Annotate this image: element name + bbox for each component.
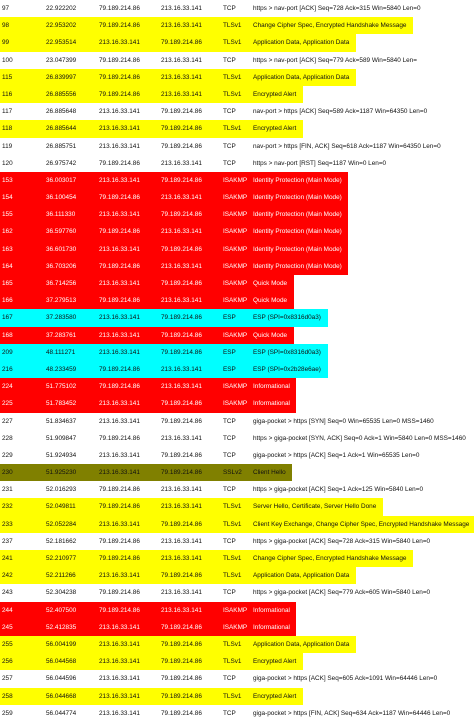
- packet-destination: 213.16.33.141: [161, 56, 202, 64]
- packet-info: Application Data, Application Data: [251, 567, 356, 584]
- packet-row[interactable]: [0, 533, 474, 550]
- packet-row[interactable]: [0, 688, 474, 705]
- packet-protocol: ISAKMP: [221, 327, 251, 344]
- packet-destination: 79.189.214.86: [159, 395, 221, 412]
- packet-destination: 213.16.33.141: [161, 589, 202, 597]
- packet-source: 79.189.214.86: [97, 17, 159, 34]
- packet-number: 229: [2, 451, 13, 459]
- packet-time: 26.885751: [46, 142, 77, 150]
- packet-row[interactable]: [0, 52, 474, 69]
- packet-time: 52.181662: [46, 537, 77, 545]
- packet-number: 167: [0, 309, 44, 326]
- packet-time: 52.016293: [46, 486, 77, 494]
- packet-info: Identity Protection (Main Mode): [251, 189, 348, 206]
- packet-number: 258: [0, 688, 44, 705]
- packet-destination: 213.16.33.141: [159, 86, 221, 103]
- packet-destination: 79.189.214.86: [159, 653, 221, 670]
- packet-info: Client Key Exchange, Change Cipher Spec, Encrypted Handshake Message: [251, 516, 474, 533]
- packet-protocol: TLSv1: [221, 86, 251, 103]
- packet-destination: 79.189.214.86: [159, 688, 221, 705]
- packet-destination: 213.16.33.141: [159, 602, 221, 619]
- packet-source: 213.16.33.141: [97, 653, 159, 670]
- packet-time: 36.714256: [44, 275, 97, 292]
- packet-time: 36.111330: [44, 206, 97, 223]
- packet-destination: 79.189.214.86: [159, 172, 221, 189]
- packet-destination: 213.16.33.141: [159, 223, 221, 240]
- packet-protocol: ISAKMP: [221, 275, 251, 292]
- packet-source: 79.189.214.86: [97, 258, 159, 275]
- packet-protocol: TLSv1: [221, 550, 251, 567]
- packet-time: 26.885556: [44, 86, 97, 103]
- packet-time: 26.885648: [46, 108, 77, 116]
- packet-protocol: TCP: [223, 159, 236, 167]
- packet-time: 23.047399: [46, 56, 77, 64]
- packet-row[interactable]: [0, 378, 474, 395]
- packet-number: 241: [0, 550, 44, 567]
- packet-number: 99: [0, 34, 44, 51]
- packet-protocol: ISAKMP: [221, 258, 251, 275]
- packet-destination: 79.189.214.86: [159, 34, 221, 51]
- packet-number: 232: [0, 498, 44, 515]
- packet-source: 213.16.33.141: [97, 688, 159, 705]
- packet-destination: 79.189.214.86: [159, 636, 221, 653]
- packet-row[interactable]: [0, 670, 474, 687]
- packet-source: 213.16.33.141: [99, 108, 140, 116]
- packet-source: 213.16.33.141: [97, 206, 159, 223]
- packet-number: 244: [0, 602, 44, 619]
- packet-source: 213.16.33.141: [97, 395, 159, 412]
- packet-source: 213.16.33.141: [97, 636, 159, 653]
- packet-info: https > giga-pocket [SYN, ACK] Seq=0 Ack=1 Win=5840 Len=0 MSS=1460: [253, 434, 466, 442]
- packet-number: 166: [0, 292, 44, 309]
- packet-row[interactable]: [0, 498, 474, 515]
- packet-protocol: TCP: [223, 675, 236, 683]
- packet-row[interactable]: [0, 223, 474, 240]
- packet-protocol: TLSv1: [221, 688, 251, 705]
- packet-destination: 213.16.33.141: [159, 378, 221, 395]
- packet-row[interactable]: [0, 361, 474, 378]
- packet-info: https > nav-port [ACK] Seq=728 Ack=315 Win=5840 Len=0: [253, 5, 421, 12]
- packet-number: 97: [2, 5, 10, 12]
- packet-protocol: TLSv1: [221, 34, 251, 51]
- packet-number: 118: [0, 120, 44, 137]
- packet-destination: 79.189.214.86: [159, 275, 221, 292]
- packet-info: https > giga-pocket [ACK] Seq=1 Ack=125 Win=5840 Len=0: [253, 486, 424, 494]
- packet-row[interactable]: [0, 447, 474, 464]
- packet-source: 79.189.214.86: [97, 69, 159, 86]
- packet-source: 213.16.33.141: [97, 344, 159, 361]
- packet-source: 213.16.33.141: [97, 275, 159, 292]
- packet-number: 98: [0, 17, 44, 34]
- packet-number: 164: [0, 258, 44, 275]
- packet-protocol: ESP: [221, 309, 251, 326]
- packet-destination: 79.189.214.86: [159, 464, 221, 481]
- packet-protocol: TCP: [223, 709, 236, 717]
- packet-time: 36.597760: [44, 223, 97, 240]
- packet-source: 213.16.33.141: [99, 451, 140, 459]
- packet-info: Encrypted Alert: [251, 120, 303, 137]
- packet-time: 48.111271: [44, 344, 97, 361]
- packet-destination: 213.16.33.141: [159, 17, 221, 34]
- packet-time: 37.283580: [44, 309, 97, 326]
- packet-protocol: ISAKMP: [221, 189, 251, 206]
- packet-row[interactable]: [0, 309, 474, 326]
- packet-protocol: TLSv1: [221, 17, 251, 34]
- packet-source: 213.16.33.141: [97, 327, 159, 344]
- packet-row[interactable]: [0, 619, 474, 636]
- packet-source: 213.16.33.141: [99, 417, 140, 425]
- packet-row[interactable]: [0, 138, 474, 155]
- packet-destination: 213.16.33.141: [159, 550, 221, 567]
- packet-protocol: SSLv2: [221, 464, 251, 481]
- packet-row[interactable]: [0, 275, 474, 292]
- packet-number: 245: [0, 619, 44, 636]
- packet-number: 153: [0, 172, 44, 189]
- packet-number: 224: [0, 378, 44, 395]
- packet-protocol: TCP: [223, 142, 236, 150]
- packet-destination: 213.16.33.141: [161, 537, 202, 545]
- packet-protocol: TLSv1: [221, 653, 251, 670]
- packet-number: 100: [2, 56, 13, 64]
- packet-protocol: ESP: [221, 344, 251, 361]
- packet-row[interactable]: [0, 464, 474, 481]
- packet-row[interactable]: [0, 653, 474, 670]
- packet-protocol: TCP: [223, 451, 236, 459]
- packet-destination: 79.189.214.86: [159, 120, 221, 137]
- packet-protocol: ISAKMP: [221, 378, 251, 395]
- packet-info: Informational: [251, 619, 296, 636]
- packet-source: 79.189.214.86: [99, 5, 140, 12]
- packet-protocol: TCP: [223, 537, 236, 545]
- packet-info: giga-pocket > https [SYN] Seq=0 Win=65535 Len=0 MSS=1460: [253, 417, 434, 425]
- packet-number: 163: [0, 241, 44, 258]
- packet-source: 213.16.33.141: [99, 675, 140, 683]
- packet-info: https > giga-pocket [ACK] Seq=779 Ack=605 Win=5840 Len=0: [253, 589, 431, 597]
- packet-row[interactable]: [0, 103, 474, 120]
- packet-info: Quick Mode: [251, 292, 294, 309]
- packet-info: Change Cipher Spec, Encrypted Handshake Message: [251, 550, 413, 567]
- packet-destination: 213.16.33.141: [161, 5, 202, 12]
- packet-protocol: TCP: [223, 589, 236, 597]
- packet-row[interactable]: [0, 705, 474, 722]
- packet-row[interactable]: [0, 0, 474, 17]
- packet-info: Identity Protection (Main Mode): [251, 258, 348, 275]
- packet-info: Quick Mode: [251, 327, 294, 344]
- packet-info: giga-pocket > https [ACK] Seq=1 Ack=1 Win=65535 Len=0: [253, 451, 420, 459]
- packet-number: 259: [2, 709, 13, 717]
- packet-number: 227: [2, 417, 13, 425]
- packet-protocol: TLSv1: [221, 120, 251, 137]
- packet-info: Application Data, Application Data: [251, 636, 356, 653]
- packet-row[interactable]: [0, 567, 474, 584]
- packet-number: 116: [0, 86, 44, 103]
- packet-time: 26.885644: [44, 120, 97, 137]
- packet-source: 213.16.33.141: [97, 34, 159, 51]
- packet-source: 213.16.33.141: [99, 142, 140, 150]
- packet-number: 228: [2, 434, 13, 442]
- packet-info: Informational: [251, 602, 296, 619]
- packet-number: 155: [0, 206, 44, 223]
- packet-time: 56.044596: [46, 675, 77, 683]
- packet-time: 36.703206: [44, 258, 97, 275]
- packet-info: https > nav-port [ACK] Seq=779 Ack=589 Win=5840 Len=: [253, 56, 417, 64]
- packet-time: 56.044668: [44, 688, 97, 705]
- packet-destination: 213.16.33.141: [161, 486, 202, 494]
- packet-number: 242: [0, 567, 44, 584]
- packet-time: 22.953202: [44, 17, 97, 34]
- packet-number: 255: [0, 636, 44, 653]
- packet-row[interactable]: [0, 636, 474, 653]
- packet-source: 79.189.214.86: [97, 602, 159, 619]
- packet-info: Encrypted Alert: [251, 688, 303, 705]
- packet-time: 51.924934: [46, 451, 77, 459]
- packet-protocol: ESP: [221, 361, 251, 378]
- packet-destination: 213.16.33.141: [159, 498, 221, 515]
- packet-info: giga-pocket > https [FIN, ACK] Seq=634 Ack=1187 Win=64446 Len=0: [253, 709, 451, 717]
- packet-row[interactable]: [0, 69, 474, 86]
- packet-info: Client Hello: [251, 464, 292, 481]
- packet-source: 213.16.33.141: [97, 567, 159, 584]
- packet-number: 256: [0, 653, 44, 670]
- packet-row[interactable]: [0, 481, 474, 498]
- packet-info: ESP (SPI=0x8316d0a3): [251, 309, 328, 326]
- packet-source: 213.16.33.141: [97, 172, 159, 189]
- packet-info: Identity Protection (Main Mode): [251, 172, 348, 189]
- packet-destination: 79.189.214.86: [159, 309, 221, 326]
- packet-number: 237: [2, 537, 13, 545]
- packet-protocol: TCP: [223, 486, 236, 494]
- packet-row[interactable]: [0, 584, 474, 601]
- packet-time: 22.953514: [44, 34, 97, 51]
- packet-source: 79.189.214.86: [99, 56, 140, 64]
- packet-row[interactable]: [0, 292, 474, 309]
- packet-number: 230: [0, 464, 44, 481]
- packet-source: 79.189.214.86: [97, 378, 159, 395]
- packet-protocol: ISAKMP: [221, 602, 251, 619]
- packet-number: 165: [0, 275, 44, 292]
- packet-source: 79.189.214.86: [99, 159, 140, 167]
- packet-destination: 79.189.214.86: [161, 709, 202, 717]
- packet-time: 52.304238: [46, 589, 77, 597]
- packet-protocol: ISAKMP: [221, 223, 251, 240]
- packet-time: 51.775102: [44, 378, 97, 395]
- packet-protocol: TLSv1: [221, 516, 251, 533]
- packet-info: ESP (SPI=0x2b28e6ae): [251, 361, 328, 378]
- packet-destination: 79.189.214.86: [159, 206, 221, 223]
- packet-number: 168: [0, 327, 44, 344]
- packet-info: Application Data, Application Data: [251, 69, 356, 86]
- packet-time: 51.909847: [46, 434, 77, 442]
- packet-number: 117: [2, 108, 13, 116]
- packet-destination: 79.189.214.86: [161, 142, 202, 150]
- packet-destination: 79.189.214.86: [159, 567, 221, 584]
- packet-info: Identity Protection (Main Mode): [251, 206, 348, 223]
- packet-row[interactable]: [0, 189, 474, 206]
- packet-protocol: TLSv1: [221, 567, 251, 584]
- packet-row[interactable]: [0, 155, 474, 172]
- packet-time: 26.975742: [46, 159, 77, 167]
- packet-protocol: TCP: [223, 5, 236, 12]
- packet-info: Informational: [251, 378, 296, 395]
- packet-source: 213.16.33.141: [97, 516, 159, 533]
- packet-source: 79.189.214.86: [97, 223, 159, 240]
- packet-source: 79.189.214.86: [97, 550, 159, 567]
- packet-row[interactable]: [0, 550, 474, 567]
- packet-destination: 79.189.214.86: [161, 417, 202, 425]
- packet-row[interactable]: [0, 241, 474, 258]
- packet-row[interactable]: [0, 172, 474, 189]
- packet-time: 37.283761: [44, 327, 97, 344]
- packet-source: 213.16.33.141: [99, 709, 140, 717]
- packet-time: 36.100454: [44, 189, 97, 206]
- packet-protocol: ISAKMP: [221, 395, 251, 412]
- packet-row[interactable]: [0, 34, 474, 51]
- packet-source: 79.189.214.86: [99, 537, 140, 545]
- packet-info: https > nav-port [RST] Seq=1187 Win=0 Len=0: [253, 159, 387, 167]
- packet-info: Server Hello, Certificate, Server Hello Done: [251, 498, 383, 515]
- packet-protocol: ISAKMP: [221, 292, 251, 309]
- packet-source: 213.16.33.141: [97, 619, 159, 636]
- packet-time: 52.210977: [44, 550, 97, 567]
- packet-time: 51.783452: [44, 395, 97, 412]
- packet-time: 52.211266: [44, 567, 97, 584]
- packet-protocol: TCP: [223, 108, 236, 116]
- packet-row[interactable]: [0, 86, 474, 103]
- packet-info: Quick Mode: [251, 275, 294, 292]
- packet-source: 79.189.214.86: [97, 189, 159, 206]
- packet-info: nav-port > https [ACK] Seq=589 Ack=1187 Win=64350 Len=0: [253, 108, 428, 116]
- packet-protocol: TCP: [223, 417, 236, 425]
- packet-number: 225: [0, 395, 44, 412]
- packet-source: 213.16.33.141: [97, 241, 159, 258]
- packet-source: 213.16.33.141: [97, 120, 159, 137]
- packet-destination: 213.16.33.141: [159, 361, 221, 378]
- packet-destination: 213.16.33.141: [159, 189, 221, 206]
- packet-time: 56.044568: [44, 653, 97, 670]
- packet-row[interactable]: [0, 206, 474, 223]
- packet-number: 115: [0, 69, 44, 86]
- packet-info: Identity Protection (Main Mode): [251, 223, 348, 240]
- packet-info: nav-port > https [FIN, ACK] Seq=618 Ack=1187 Win=64350 Len=0: [253, 142, 441, 150]
- packet-number: 233: [0, 516, 44, 533]
- packet-destination: 213.16.33.141: [161, 159, 202, 167]
- packet-time: 48.233459: [44, 361, 97, 378]
- packet-protocol: TLSv1: [221, 636, 251, 653]
- packet-number: 209: [0, 344, 44, 361]
- packet-destination: 79.189.214.86: [161, 108, 202, 116]
- packet-number: 120: [2, 159, 13, 167]
- packet-source: 79.189.214.86: [97, 86, 159, 103]
- packet-time: 51.834637: [46, 417, 77, 425]
- packet-protocol: TCP: [223, 56, 236, 64]
- packet-destination: 79.189.214.86: [159, 516, 221, 533]
- packet-time: 26.839997: [44, 69, 97, 86]
- packet-protocol: ISAKMP: [221, 172, 251, 189]
- packet-destination: 79.189.214.86: [159, 327, 221, 344]
- packet-source: 79.189.214.86: [99, 434, 140, 442]
- packet-source: 79.189.214.86: [99, 486, 140, 494]
- packet-destination: 213.16.33.141: [159, 258, 221, 275]
- packet-info: https > giga-pocket [ACK] Seq=728 Ack=315 Win=5840 Len=0: [253, 537, 431, 545]
- packet-info: Encrypted Alert: [251, 653, 303, 670]
- packet-time: 52.412835: [44, 619, 97, 636]
- packet-time: 56.044774: [46, 709, 77, 717]
- packet-source: 79.189.214.86: [97, 361, 159, 378]
- packet-info: Change Cipher Spec, Encrypted Handshake Message: [251, 17, 413, 34]
- packet-row[interactable]: [0, 258, 474, 275]
- packet-row[interactable]: [0, 17, 474, 34]
- packet-row[interactable]: [0, 413, 474, 430]
- packet-source: 79.189.214.86: [97, 292, 159, 309]
- packet-number: 216: [0, 361, 44, 378]
- packet-info: Identity Protection (Main Mode): [251, 241, 348, 258]
- packet-source: 213.16.33.141: [97, 464, 159, 481]
- packet-row[interactable]: [0, 516, 474, 533]
- packet-source: 213.16.33.141: [97, 309, 159, 326]
- packet-number: 231: [2, 486, 13, 494]
- packet-time: 52.052284: [44, 516, 97, 533]
- packet-destination: 213.16.33.141: [161, 434, 202, 442]
- packet-protocol: ISAKMP: [221, 206, 251, 223]
- packet-protocol: ISAKMP: [221, 619, 251, 636]
- packet-destination: 79.189.214.86: [159, 344, 221, 361]
- packet-row[interactable]: [0, 395, 474, 412]
- packet-destination: 79.189.214.86: [159, 241, 221, 258]
- packet-time: 22.922202: [46, 5, 77, 12]
- packet-time: 56.004199: [44, 636, 97, 653]
- packet-destination: 79.189.214.86: [161, 451, 202, 459]
- packet-number: 243: [2, 589, 13, 597]
- packet-info: ESP (SPI=0x8316d0a3): [251, 344, 328, 361]
- packet-number: 154: [0, 189, 44, 206]
- packet-row[interactable]: [0, 344, 474, 361]
- packet-row[interactable]: [0, 120, 474, 137]
- packet-row[interactable]: [0, 327, 474, 344]
- packet-protocol: TLSv1: [221, 69, 251, 86]
- packet-source: 79.189.214.86: [99, 589, 140, 597]
- packet-time: 52.049811: [44, 498, 97, 515]
- packet-number: 162: [0, 223, 44, 240]
- packet-destination: 79.189.214.86: [159, 619, 221, 636]
- packet-row[interactable]: [0, 430, 474, 447]
- packet-time: 36.601730: [44, 241, 97, 258]
- packet-time: 52.407500: [44, 602, 97, 619]
- packet-destination: 213.16.33.141: [159, 69, 221, 86]
- packet-source: 79.189.214.86: [97, 498, 159, 515]
- packet-destination: 79.189.214.86: [161, 675, 202, 683]
- packet-protocol: ISAKMP: [221, 241, 251, 258]
- packet-info: Application Data, Application Data: [251, 34, 356, 51]
- packet-info: Encrypted Alert: [251, 86, 303, 103]
- packet-row[interactable]: [0, 602, 474, 619]
- packet-time: 37.279513: [44, 292, 97, 309]
- packet-protocol: TCP: [223, 434, 236, 442]
- packet-number: 119: [2, 142, 13, 150]
- packet-info: giga-pocket > https [ACK] Seq=605 Ack=1091 Win=64446 Len=0: [253, 675, 438, 683]
- packet-destination: 213.16.33.141: [159, 292, 221, 309]
- packet-time: 36.003017: [44, 172, 97, 189]
- packet-info: Informational: [251, 395, 296, 412]
- packet-number: 257: [2, 675, 13, 683]
- packet-protocol: TLSv1: [221, 498, 251, 515]
- packet-time: 51.925230: [44, 464, 97, 481]
